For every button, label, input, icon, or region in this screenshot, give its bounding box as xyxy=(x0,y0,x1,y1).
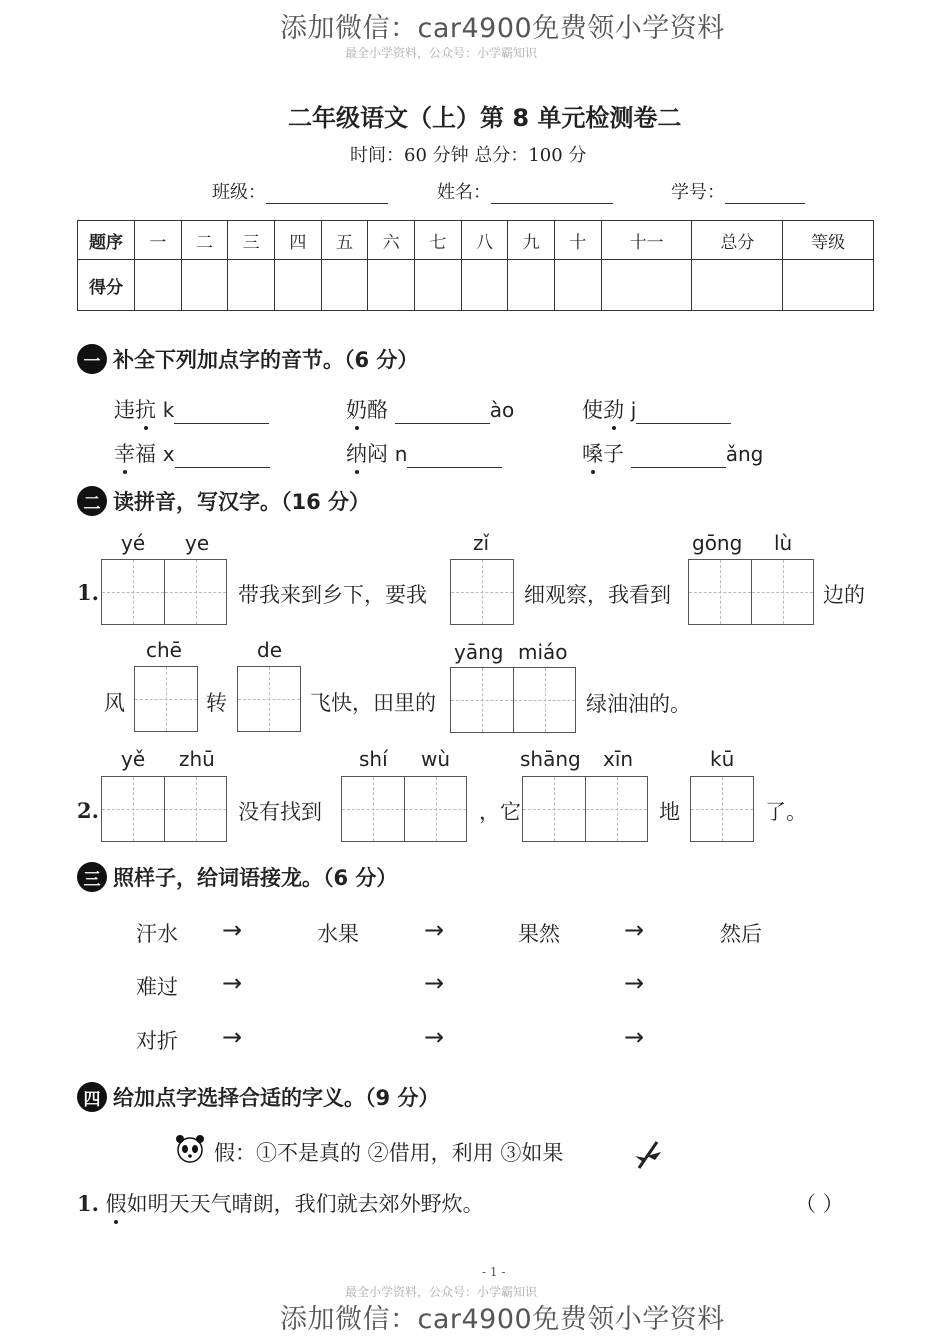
score-cell[interactable] xyxy=(783,260,874,311)
char: 闷 xyxy=(367,442,388,466)
class-blank[interactable] xyxy=(266,203,388,204)
pinyin-label: yě xyxy=(121,747,146,771)
pinyin-hint: ào xyxy=(489,398,515,422)
class-label: 班级： xyxy=(212,182,266,203)
sentence-text: 转 xyxy=(206,691,227,715)
score-cell[interactable] xyxy=(135,260,182,311)
pinyin-label: ye xyxy=(185,531,210,555)
writing-grid[interactable] xyxy=(134,666,198,732)
writing-grid[interactable] xyxy=(101,776,227,842)
dotted-char: 抗 xyxy=(135,398,156,422)
pinyin-label: de xyxy=(257,638,282,662)
word: 果然 xyxy=(518,922,560,946)
pinyin-label: yāng xyxy=(454,640,504,664)
header-cell: 五 xyxy=(321,221,368,260)
header-cell: 四 xyxy=(275,221,322,260)
char: 使 xyxy=(582,398,603,422)
arrow-icon: → xyxy=(624,916,645,944)
row-label-score: 得分 xyxy=(78,260,135,311)
word: 然后 xyxy=(720,922,762,946)
dotted-char: 奶 xyxy=(346,398,367,422)
sentence-text: 细观察，我看到 xyxy=(524,583,671,607)
arrow-icon: → xyxy=(222,1023,243,1051)
arrow-icon: → xyxy=(424,1023,445,1051)
arrow-icon: → xyxy=(624,969,645,997)
score-cell[interactable] xyxy=(321,260,368,311)
section-badge: 二 xyxy=(77,486,107,516)
score-cell[interactable] xyxy=(228,260,275,311)
writing-grid[interactable] xyxy=(237,666,301,732)
writing-grid[interactable] xyxy=(450,559,514,625)
sentence-text: 风 xyxy=(104,691,125,715)
pinyin-hint: n xyxy=(394,442,408,466)
pinyin-item-4 xyxy=(114,438,270,468)
arrow-icon: → xyxy=(222,916,243,944)
section-3-heading xyxy=(77,862,397,892)
arrow-icon: → xyxy=(222,969,243,997)
watermark-bottom: 添加微信：car4900免费领小学资料 xyxy=(280,1304,725,1335)
question-number: 2. xyxy=(77,798,99,823)
id-blank[interactable] xyxy=(725,203,805,204)
score-cell[interactable] xyxy=(415,260,462,311)
faint-header: 最全小学资料，公众号：小学霸知识 xyxy=(345,46,538,60)
class-field xyxy=(212,178,388,204)
pinyin-item-6 xyxy=(582,438,763,468)
sentence-text: 绿油油的。 xyxy=(586,692,691,716)
pinyin-item-3 xyxy=(582,394,731,424)
score-cell[interactable] xyxy=(368,260,415,311)
score-cell[interactable] xyxy=(275,260,322,311)
pinyin-item-1 xyxy=(114,394,269,424)
score-table xyxy=(77,220,874,311)
question-4-1 xyxy=(77,1188,484,1218)
section-title: 读拼音，写汉字。（16 分） xyxy=(113,490,371,514)
section-1-heading xyxy=(77,344,418,374)
section-badge: 四 xyxy=(77,1082,107,1112)
id-label: 学号： xyxy=(671,182,725,203)
pinyin-item-2 xyxy=(346,394,514,424)
pinyin-hint: k xyxy=(162,398,175,422)
header-cell: 等级 xyxy=(783,221,874,260)
row-label-order: 题序 xyxy=(78,221,135,260)
score-cell[interactable] xyxy=(508,260,555,311)
word: 水果 xyxy=(317,922,359,946)
dotted-char: 纳 xyxy=(346,442,367,466)
header-cell: 六 xyxy=(368,221,415,260)
section-title: 补全下列加点字的音节。（6 分） xyxy=(113,348,419,372)
answer-blank[interactable] xyxy=(175,467,270,468)
pinyin-label: lù xyxy=(774,531,793,555)
char: 酪 xyxy=(367,398,388,422)
header-cell: 一 xyxy=(135,221,182,260)
answer-blank[interactable] xyxy=(174,423,269,424)
writing-grid[interactable] xyxy=(522,776,648,842)
pinyin-label: gōng xyxy=(692,531,743,555)
pinyin-label: zǐ xyxy=(473,531,490,555)
writing-grid[interactable] xyxy=(690,776,754,842)
question-number: 1. xyxy=(77,580,99,605)
def-char: 假： xyxy=(214,1141,256,1165)
sentence-text: 边的 xyxy=(823,583,865,607)
dotted-char: 劲 xyxy=(603,398,624,422)
answer-blank[interactable] xyxy=(395,423,490,424)
pinyin-hint: x xyxy=(162,442,175,466)
question-text: 如明天天气晴朗，我们就去郊外野炊。 xyxy=(126,1192,484,1216)
page-title: 二年级语文（上）第 8 单元检测卷二 xyxy=(288,104,682,132)
arrow-icon: → xyxy=(424,969,445,997)
time-info: 时间：60 分钟 总分：100 分 xyxy=(350,145,587,166)
header-cell: 十一 xyxy=(601,221,692,260)
sentence-text: 没有找到 xyxy=(238,800,322,824)
section-title: 给加点字选择合适的字义。（9 分） xyxy=(113,1086,440,1110)
score-cell[interactable] xyxy=(461,260,508,311)
writing-grid[interactable] xyxy=(688,559,814,625)
score-cell[interactable] xyxy=(181,260,228,311)
sentence-text: 带我来到乡下，要我 xyxy=(238,583,427,607)
arrow-icon: → xyxy=(624,1023,645,1051)
pinyin-label: shí xyxy=(359,747,388,771)
name-field xyxy=(437,178,613,204)
answer-blank[interactable] xyxy=(636,423,731,424)
def-options: ①不是真的 ②借用，利用 ③如果 xyxy=(256,1141,564,1165)
bamboo-icon xyxy=(633,1138,667,1174)
pinyin-label: kū xyxy=(710,747,735,771)
pinyin-label: miáo xyxy=(518,640,568,664)
score-cell[interactable] xyxy=(555,260,602,311)
pinyin-hint: ǎng xyxy=(725,442,764,466)
dotted-char: 假 xyxy=(105,1192,127,1216)
question-number: 1. xyxy=(77,1191,99,1216)
pinyin-label: wù xyxy=(421,747,451,771)
pinyin-label: xīn xyxy=(603,747,634,771)
header-cell: 八 xyxy=(461,221,508,260)
header-cell: 七 xyxy=(415,221,462,260)
name-blank[interactable] xyxy=(491,203,613,204)
char: 违 xyxy=(114,398,135,422)
header-cell: 二 xyxy=(181,221,228,260)
pinyin-item-5 xyxy=(346,438,502,468)
definition-line xyxy=(214,1137,563,1167)
dotted-char: 幸 xyxy=(114,442,135,466)
score-cell[interactable] xyxy=(692,260,783,311)
id-field xyxy=(671,178,805,204)
word: 对折 xyxy=(136,1029,178,1053)
word: 难过 xyxy=(136,975,178,999)
char: 福 xyxy=(135,442,156,466)
word: 汗水 xyxy=(136,922,178,946)
arrow-icon: → xyxy=(424,916,445,944)
sentence-text: 了。 xyxy=(765,800,807,824)
score-cell[interactable] xyxy=(601,260,692,311)
watermark-top: 添加微信：car4900免费领小学资料 xyxy=(280,13,725,44)
pinyin-label: yé xyxy=(121,531,146,555)
header-cell: 三 xyxy=(228,221,275,260)
faint-footer: 最全小学资料，公众号：小学霸知识 xyxy=(345,1285,538,1299)
panda-icon xyxy=(172,1130,208,1170)
answer-paren[interactable]: （ ） xyxy=(795,1192,844,1216)
char: 子 xyxy=(603,442,624,466)
answer-blank[interactable] xyxy=(631,467,726,468)
pinyin-hint: j xyxy=(630,398,637,422)
section-title: 照样子，给词语接龙。（6 分） xyxy=(113,866,398,890)
header-cell: 十 xyxy=(555,221,602,260)
writing-grid[interactable] xyxy=(101,559,227,625)
header-cell: 总分 xyxy=(692,221,783,260)
dotted-char: 嗓 xyxy=(582,442,603,466)
pinyin-label: chē xyxy=(146,638,182,662)
section-4-heading xyxy=(77,1082,439,1112)
section-badge: 一 xyxy=(77,344,107,374)
page-number: - 1 - xyxy=(482,1265,506,1279)
writing-grid[interactable] xyxy=(341,776,467,842)
answer-blank[interactable] xyxy=(407,467,502,468)
sentence-text: ，它 xyxy=(479,800,521,824)
header-cell: 九 xyxy=(508,221,555,260)
section-2-heading xyxy=(77,486,370,516)
name-label: 姓名： xyxy=(437,182,491,203)
pinyin-label: shāng xyxy=(520,747,581,771)
section-badge: 三 xyxy=(77,862,107,892)
sentence-text: 地 xyxy=(659,800,680,824)
sentence-text: 飞快，田里的 xyxy=(310,691,436,715)
pinyin-label: zhū xyxy=(179,747,215,771)
writing-grid[interactable] xyxy=(450,667,576,733)
